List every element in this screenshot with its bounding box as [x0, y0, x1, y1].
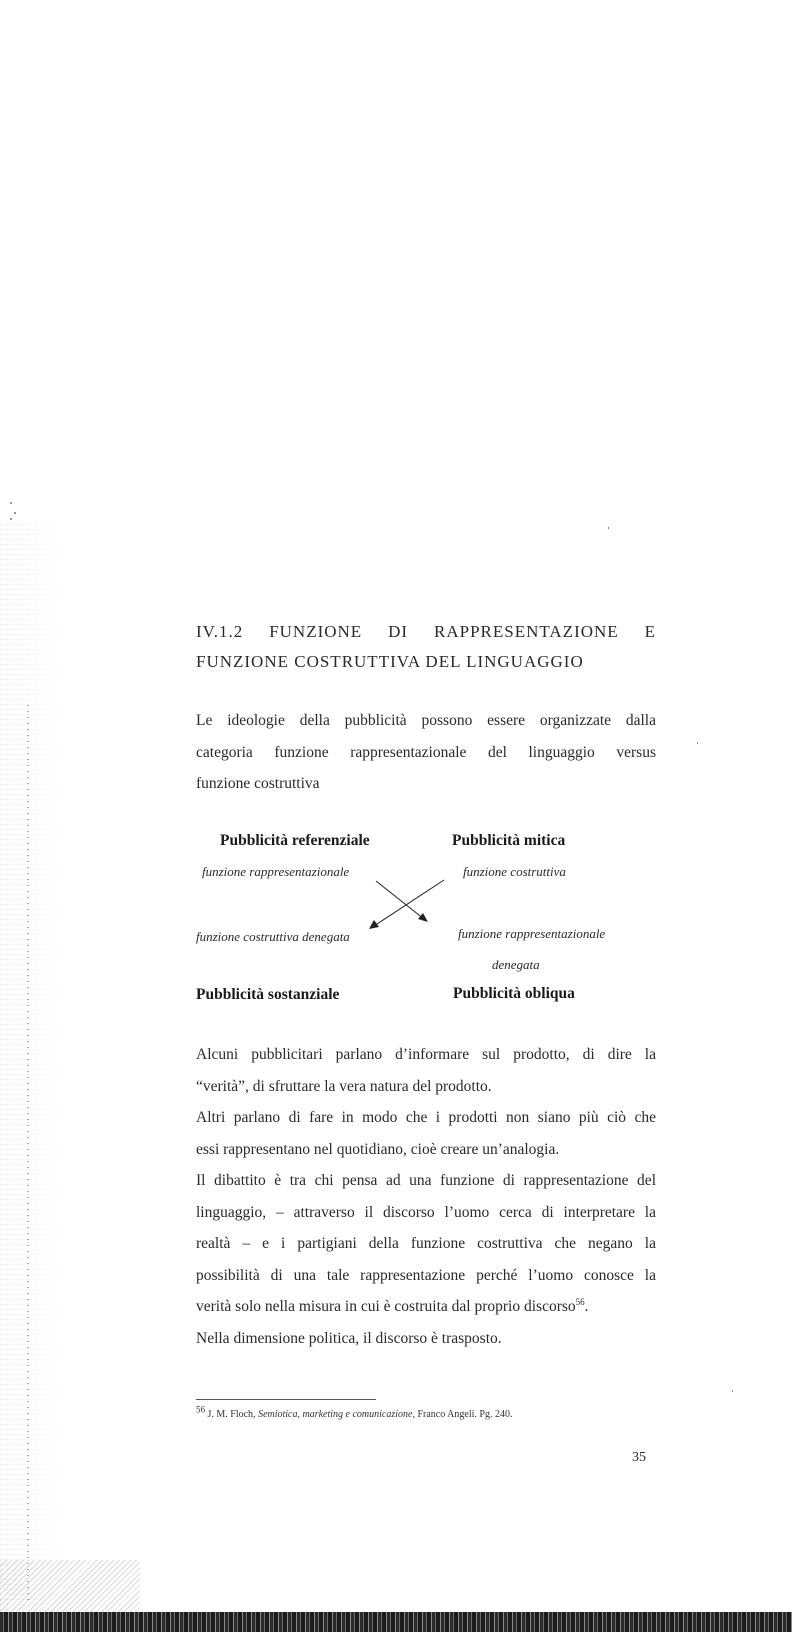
paragraph-line: possibilità di una tale rappresentazione perché l’uomo conosce la — [196, 1266, 656, 1284]
diagram-sub-bottom-right-1: funzione rappresentazionale — [458, 926, 606, 941]
footnote-publisher: Franco Angeli. Pg. 240. — [417, 1409, 513, 1420]
diagram-label-referenziale: Pubblicità referenziale — [220, 832, 370, 849]
arrowhead-icon — [418, 913, 428, 922]
heading-word: RAPPRESENTAZIONE — [434, 622, 619, 641]
paragraph-line: “verità”, di sfruttare la vera natura del prodotto. — [196, 1077, 492, 1095]
scan-noise-bottom-left — [0, 1560, 140, 1615]
paragraph-line: Alcuni pubblicitari parlano d’informare sul prodotto, di dire la — [196, 1046, 656, 1063]
diagram-sub-top-left: funzione rappresentazionale — [202, 864, 350, 879]
paragraph-line: Il dibattito è tra chi pensa ad una funzione di rappresentazione del — [196, 1172, 656, 1189]
diagram-label-mitica: Pubblicità mitica — [452, 832, 566, 849]
diagram-sub-bottom-left: funzione costruttiva denegata — [196, 929, 350, 944]
scan-band-bottom — [0, 1612, 792, 1632]
paragraph-line: funzione costruttiva — [196, 775, 320, 792]
footnote — [196, 1404, 656, 1420]
paragraph-line: linguaggio, – attraverso il discorso l’uomo cerca di interpretare la — [196, 1203, 656, 1221]
diagram-sub-bottom-right-2: denegata — [492, 957, 540, 972]
paragraph-line: categoria funzione rappresentazionale del linguaggio versus — [196, 743, 656, 761]
footnote-author: J. M. Floch, — [207, 1409, 256, 1420]
scan-speck — [14, 512, 16, 514]
paragraph-line: essi rappresentano nel quotidiano, cioè creare un’analogia. — [196, 1140, 560, 1158]
paragraph-line-text: verità solo nella misura in cui è costruita dal proprio discorso — [196, 1298, 576, 1315]
intro-paragraph — [196, 705, 656, 800]
page-number: 35 — [632, 1450, 646, 1465]
heading-word: E — [644, 622, 656, 641]
body-paragraph — [196, 1039, 656, 1354]
arrow-referenziale-to-obliqua — [376, 881, 424, 919]
heading-word: FUNZIONE — [269, 622, 363, 641]
footnote-reference[interactable]: 56 — [575, 1296, 585, 1307]
footnote-title: Semiotica, marketing e comunicazione, — [258, 1409, 415, 1420]
diagram-label-sostanziale: Pubblicità sostanziale — [196, 986, 340, 1003]
scan-speck — [10, 518, 12, 520]
scan-speck — [697, 742, 698, 744]
scan-dots-left — [27, 700, 29, 1600]
footnote-divider — [196, 1399, 376, 1400]
diagram-sub-top-right: funzione costruttiva — [463, 864, 566, 879]
paragraph-line: Altri parlano di fare in modo che i prodotti non siano più ciò che — [196, 1109, 656, 1126]
arrow-mitica-to-sostanziale — [374, 880, 444, 926]
scan-speck — [608, 527, 609, 529]
paragraph-line: Le ideologie della pubblicità possono essere organizzate dalla — [196, 712, 656, 729]
section-heading-line-1 — [196, 622, 656, 642]
arrowhead-icon — [369, 920, 379, 929]
paragraph-line: realtà – e i partigiani della funzione costruttiva che negano la — [196, 1235, 656, 1252]
diagram-label-obliqua: Pubblicità obliqua — [453, 985, 575, 1002]
paragraph-line: Nella dimensione politica, il discorso è trasposto. — [196, 1329, 502, 1347]
heading-word: DI — [388, 622, 409, 641]
scan-noise-left — [0, 520, 70, 1620]
section-heading-line-2: FUNZIONE COSTRUTTIVA DEL LINGUAGGIO — [196, 652, 584, 671]
scan-speck — [10, 502, 12, 504]
heading-word: IV.1.2 — [196, 622, 244, 641]
scan-speck — [732, 1390, 733, 1392]
footnote-marker: 56 — [196, 1404, 205, 1415]
paragraph-line-with-note: verità solo nella misura in cui è costruita dal proprio discorso$^{56}$. — [196, 1296, 589, 1315]
